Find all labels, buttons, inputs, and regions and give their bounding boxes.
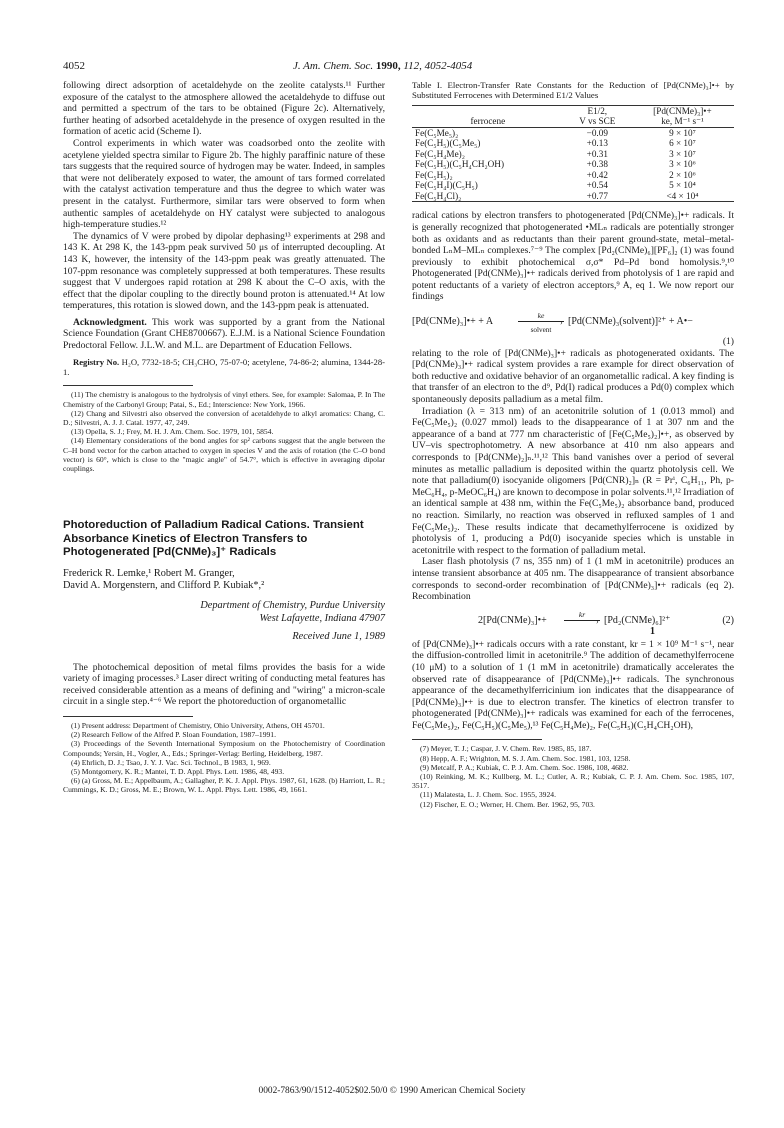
paragraph: radical cations by electron transfers to photogenerated [Pd(CNMe)₃]•+ radicals. It is generally recognized that photogenerated •MLₙ radicals are potentially stronger both as oxidants and as reductants than their parent ground-state, metal–metal-bonded LₙM–MLₙ complexes.⁷⁻⁹ The complex [Pd₂(CNMe)₆][PF₆]₂ (1) was found previously to exhibit photochemical σ,σ* Pd–Pd bond homolysis.⁹,¹⁰ Photogenerated [Pd(CNMe)₃]•+ radicals derived from photolysis of 1 are rapid and potent reductants of a variety of electron acceptors,⁹ A, eq 1. We now report our findings (412, 210, 734, 303)
rate-constants-table (412, 105, 734, 203)
affiliation-line: West Lafayette, Indiana 47907 (259, 612, 385, 624)
column-header-ke-line1: [Pd(CNMe)₃]•+ (653, 105, 712, 116)
column-header-ke-line2: ke, M⁻¹ s⁻¹ (661, 116, 704, 127)
equation-1-left: [Pd(CNMe)₃]•+ + A (412, 316, 494, 328)
journal-name: J. Am. Chem. Soc. (293, 60, 374, 72)
authors (63, 568, 385, 593)
right-column (412, 80, 734, 809)
ferrocene-cell: Fe(C₅Me₅)₂ (415, 127, 459, 138)
table-row (412, 180, 734, 191)
e12-cell: +0.13 (586, 138, 608, 149)
footnote: (12) Fischer, E. O.; Werner, H. Chem. Ber. 1962, 95, 703. (420, 799, 595, 809)
e12-cell: +0.54 (586, 180, 608, 191)
journal-volume: 112, (403, 60, 422, 72)
ferrocene-cell: Fe(C₅H₅)(C₅H₄CH₂OH) (415, 159, 504, 170)
paragraph: Laser flash photolysis (7 ns, 355 nm) of 1 (1 mM in acetonitrile) produces an intense transient absorbance at 405 nm. The disappearance of transient absorbance corresponds to second-order recombination of [Pd(CNMe)₃]•+ radicals (eq 2). Recombination (412, 556, 734, 603)
ke-cell: 5 × 10⁴ (669, 180, 696, 191)
ke-cell: 9 × 10⁷ (669, 127, 696, 138)
registry-label: Registry No. (73, 356, 120, 367)
table-body (412, 127, 734, 202)
footnote: (5) Montgomery, K. R.; Mantei, T. D. Appl. Phys. Lett. 1986, 48, 493. (71, 766, 285, 776)
footnotes-left-bottom (63, 721, 385, 795)
equation-2-compound-number: 1 (650, 625, 655, 637)
footnotes-right (412, 744, 734, 808)
footnote-rule (63, 385, 193, 386)
footnote: (13) Opella, S. J.; Frey, M. H. J. Am. Chem. Soc. 1979, 101, 5854. (71, 427, 274, 437)
ke-cell: 3 × 10⁷ (669, 148, 696, 159)
equation-1-number: (1) (722, 336, 734, 348)
table-row (412, 138, 734, 149)
footnote: (14) Elementary considerations of the bond angles for sp² carbons suggest that the angle between the C–H bond vector for the carbon attached to oxygen in species V and the axis of rotation (the C–O bond vector) is 60°, which is close to the "magic angle" of 54.7°, which is effective in averaging dipolar couplings. (63, 436, 385, 474)
column-header-e12 (564, 105, 631, 127)
footnote: (12) Chang and Silvestri also observed the conversion of acetaldehyde to alkyl aromatics: Chang, C. D.; Silvestri, A. J. J. Catal. 1977, 47, 249. (63, 408, 385, 428)
footnote: (11) The chemistry is analogous to the hydrolysis of vinyl ethers. See, for example: Salomaa, P. In The Chemistry of the Carbonyl Group; Patai, S., Ed.; Interscience: New York, 1966. (63, 390, 385, 409)
ke-cell: 3 × 10⁶ (669, 159, 696, 170)
equation-2 (412, 609, 734, 635)
paragraph: following direct adsorption of acetaldehyde on the zeolite catalysts.¹¹ Further exposure of the catalyst to the atmosphere allowed the acetaldehyde to diffuse out and permitted a spectrum of the tars to be obtained (Figure 2c). Alternatively, further heating of adsorbed acetaldehyde in the presence of oxygen resulted in the formation of acetic acid (Scheme I). (63, 80, 385, 138)
ferrocene-cell: Fe(C₅H₄I)(C₅H₅) (415, 180, 478, 191)
equation-1 (412, 310, 734, 334)
equation-2-arrow (564, 620, 600, 621)
footnote: (1) Present address: Department of Chemistry, Ohio University, Athens, OH 45701. (71, 720, 325, 730)
equation-1-solvent-label: solvent (530, 326, 552, 335)
equation-1-right: [Pd(CNMe)₃(solvent)]²⁺ + A•− (568, 316, 693, 328)
footnote: (2) Research Fellow of the Alfred P. Sloan Foundation, 1987–1991. (71, 730, 277, 740)
table-row (412, 159, 734, 170)
affiliation-line: Department of Chemistry, Purdue University (200, 600, 385, 612)
footnotes-left-top (63, 390, 385, 473)
journal-pages: 4052-4054 (424, 60, 473, 72)
ke-cell: <4 × 10⁴ (666, 190, 699, 201)
e12-cell: +0.31 (586, 148, 608, 159)
equation-1-rate-label: ke (537, 311, 545, 321)
acknowledgment-label: Acknowledgment. (73, 316, 147, 328)
paragraph: Irradiation (λ = 313 nm) of an acetonitrile solution of 1 (0.013 mmol) and Fe(C₅Me₅)₂ (0.027 mmol) leads to the disappearance of 1 at 307 nm and the appearance of a band at 777 nm characteristic of [Fe(C₅Me₅)₂]•+, as observed by UV–vis spectrophotometry. A new absorbance at 410 nm also appears and corresponds to [Pd(CNMe)₂]ₙ.¹¹,¹² This band vanishes over a period of several minutes as metallic palladium is deposited within the quartz photolysis cell. We note that palladium(0) isocyanide oligomers [Pd(CNR)₂]ₙ (R = Prⁱ, C₆H₁₁, Ph, p-MeC₆H₄, p-MeOC₆H₄) are known to decompose in polar solvents.¹¹,¹² Irradiation of an identical sample at 438 nm, within the Fe(C₅Me₅)₂ absorbance band, produced no reaction. Similarly, no reaction was observed in refluxed samples of 1 and Fe(C₅Me₅)₂. These results indicate that decamethylferrocene is oxidized by photolysis of 1, producing a Pd(0) isocyanide species which is unstable in acetonitrile with respect to the formation of palladium metal. (412, 405, 734, 556)
affiliation (63, 600, 385, 643)
footnote: (8) Hepp, A. F.; Wrighton, M. S. J. Am. Chem. Soc. 1981, 103, 1258. (420, 753, 631, 763)
left-column (63, 80, 385, 795)
footnote-rule (63, 716, 193, 717)
equation-2-left: 2[Pd(CNMe)₃]•+ (478, 614, 547, 626)
footnote: (7) Meyer, T. J.; Caspar, J. V. Chem. Rev. 1985, 85, 187. (420, 744, 592, 754)
ke-cell: 6 × 10⁷ (669, 138, 696, 149)
table-row (412, 149, 734, 160)
ke-cell: 2 × 10⁶ (669, 169, 696, 180)
equation-2-right: [Pd₂(CNMe)₆]²⁺ (604, 614, 671, 626)
registry-text: H₂O, 7732-18-5; CH₃CHO, 75-07-0; acetylene, 74-86-2; alumina, 1344-28-1. (63, 356, 385, 378)
column-header-ferrocene: ferrocene (470, 116, 506, 127)
e12-cell: −0.09 (586, 127, 608, 138)
ferrocene-cell: Fe(C₅H₅)(C₅Me₅) (415, 138, 481, 149)
paragraph: of [Pd(CNMe)₃]•+ radicals occurs with a rate constant, kr = 1 × 10⁹ M⁻¹ s⁻¹, near the diffusion-controlled limit in acetonitrile.⁹ The addition of decamethylferrocene (10 μM) to a solution of 1 (1 mM in acetonitrile) dramatically accelerates the observed rate of disappearance of [Pd(CNMe)₃]•+ radicals. The synchronous appearance of the decamethylferricinium ion indicates that the disappearance of [Pd(CNMe)₃]•+ is due to electron transfer. The kinetics of electron transfer to photogenerated [Pd(CNMe)₃]•+ radicals was examined for each of the ferrocenes, Fe(C₅Me₅)₂, Fe(C₅H₅)(C₅Me₅),¹³ Fe(C₅H₄Me)₂, Fe(C₅H₅)(C₅H₄CH₂OH), (412, 638, 734, 731)
equation-2-number: (2) (722, 614, 734, 626)
equation-1-arrowhead: › (560, 318, 563, 328)
paragraph: The dynamics of V were probed by dipolar dephasing¹³ experiments at 298 and 143 K. At 298 K, the 143-ppm peak survived 50 μs of interrupted decoupling. At 143 K, however, the intensity of the 143-ppm peak was greatly attenuated. The 107-ppm resonance was completely suppressed at both temperatures. These results suggest that V undergoes rapid rotation at 298 K about the C–O axis, with the effect that the dipolar coupling to the directly bound proton is attenuated.¹⁴ At low temperatures, this rotation is slowed down, and the 143-ppm peak is attenuated. (63, 230, 385, 312)
paragraph: Control experiments in which water was coadsorbed onto the zeolite with acetylene yielded spectra similar to Figure 2b. The highly paraffinic nature of these tars suggests that the required source of hydrogen may be water. Indeed, in samples that were not deliberately exposed to water, the amount of tars formed correlated with the catalyst activation temperature and thus the degree to which water was present in the catalyst. Furthermore, similar tars were observed to form when authentic samples of acetaldehyde on HY catalyst were subjected to analogous high-temperature studies.¹² (63, 137, 385, 231)
footnote: (6) (a) Gross, M. E.; Appelbaum, A.; Gallagher, P. K. J. Appl. Phys. 1987, 61, 1628. (b) Harriott, L. R.; Cummings, K. D.; Gross, M. E.; Brown, W. L. Appl. Phys. Lett. 1986, 49, 1661. (63, 776, 385, 795)
paragraph: The photochemical deposition of metal films provides the basis for a wide variety of imaging processes.³ Laser direct writing of conducting metal features has received considerable attention as a means of defining and "wiring" a micron-scale circuit in a single step.⁴⁻⁶ We report the photoreduction of organometallic (63, 661, 385, 708)
e12-cell: +0.77 (586, 190, 608, 201)
table-header-row (412, 105, 734, 127)
registry-numbers (63, 357, 385, 378)
equation-2-arrowhead: › (596, 616, 599, 626)
table-caption: Table I. Electron-Transfer Rate Constants for the Reduction of [Pd(CNMe)₃]•+ by Substituted Ferrocenes with Determined E1/2 Values (412, 80, 734, 101)
table-row (412, 170, 734, 181)
e12-cell: +0.38 (586, 159, 608, 170)
article-title: Photoreduction of Palladium Radical Cations. Transient Absorbance Kinetics of Electron Transfers to Photogenerated [Pd(CNMe)₃]⁺ Radicals (63, 519, 364, 559)
column-header-e12-line2: V vs SCE (579, 116, 616, 127)
journal-year: 1990, (375, 60, 401, 72)
ferrocene-cell: Fe(C₅H₄Cl)₂ (415, 190, 462, 201)
column-header-ke (631, 105, 734, 127)
e12-cell: +0.42 (586, 169, 608, 180)
author-line: David A. Morgenstern, and Clifford P. Kubiak*,² (63, 579, 265, 591)
footnote-rule (412, 739, 542, 740)
footnote: (4) Ehrlich, D. J.; Tsao, J. Y. J. Vac. Sci. Technol., B 1983, 1, 969. (71, 757, 271, 767)
author-line: Frederick R. Lemke,¹ Robert M. Granger, (63, 567, 235, 579)
equation-2-rate-label: kr (578, 609, 586, 619)
table-row (412, 191, 734, 202)
page-number: 4052 (63, 60, 85, 72)
received-date: Received June 1, 1989 (292, 631, 385, 643)
page-footer: 0002-7863/90/1512-4052$02.50/0 © 1990 American Chemical Society (258, 1086, 526, 1096)
ferrocene-cell: Fe(C₅H₅)₂ (415, 169, 453, 180)
column-header-e12-line1: E1/2, (587, 105, 608, 116)
table-row (412, 127, 734, 138)
footnote: (9) Metcalf, P. A.; Kubiak, C. P. J. Am. Chem. Soc. 1986, 108, 4682. (420, 762, 629, 772)
footnote: (10) Reinking, M. K.; Kullberg, M. L.; Cutler, A. R.; Kubiak, C. P. J. Am. Chem. Soc. 1985, 107, 3517. (412, 772, 734, 791)
ferrocene-cell: Fe(C₅H₄Me)₂ (415, 148, 465, 159)
paragraph: relating to the role of [Pd(CNMe)₃]•+ radicals as photogenerated oxidants. The [Pd(CNMe)₃]•+ radical system provides a rare example for direct observation of both reductive and oxidative behavior of an organometallic radical. A key finding is that transfer of an electron to the d⁹, Pd(I) radical produces a Pd(0) complex which spontaneously deposits palladium as a metal film. (412, 347, 734, 406)
equation-1-arrow (518, 321, 564, 322)
footnote: (3) Proceedings of the Seventh International Symposium on the Photochemistry of Coordination Compounds; Yersin, H., Vogler, A., Eds.; Springer-Verlag: Berling, Heidelberg, 1987. (63, 739, 385, 758)
journal-citation (293, 60, 472, 72)
acknowledgment (63, 317, 385, 352)
acknowledgment-text: This work was supported by a grant from the National Science Foundation (Grant CHE8700667). E.J.M. is a National Science Foundation Predoctoral Fellow. J.L.W. and M.L. are Department of Education Fellows. (63, 316, 385, 352)
footnote: (11) Malatesta, L. J. Chem. Soc. 1955, 3924. (420, 790, 556, 800)
